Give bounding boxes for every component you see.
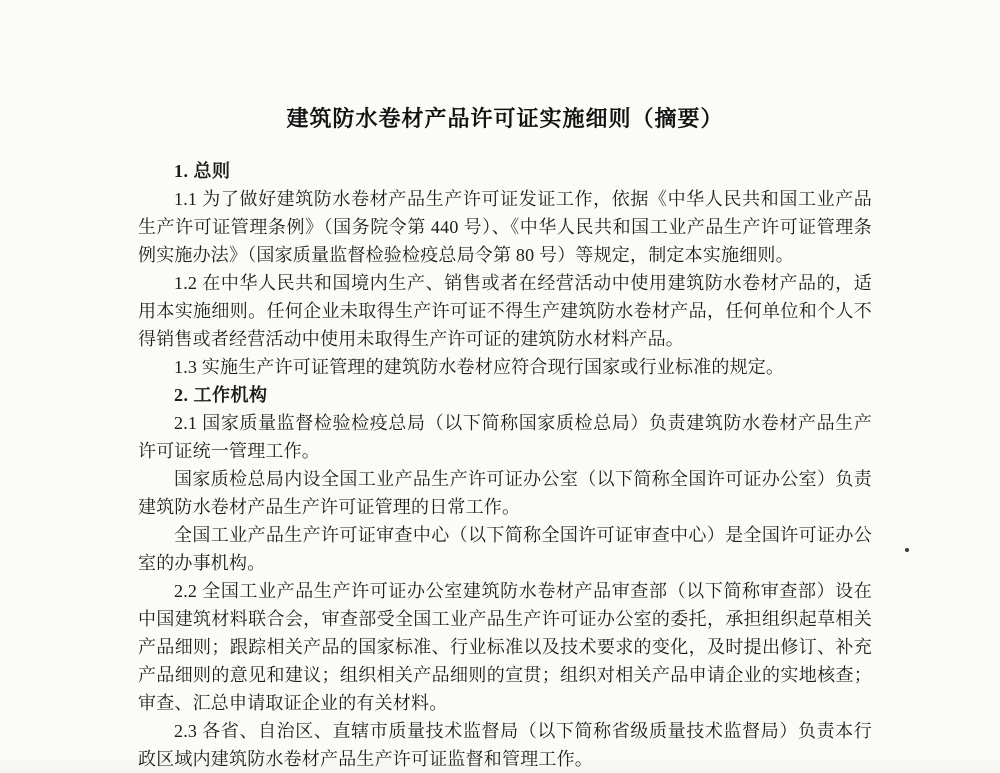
paragraph-1-1: 1.1 为了做好建筑防水卷材产品生产许可证发证工作，依据《中华人民共和国工业产品生产许可证管理条例》（国务院令第 440 号）、《中华人民共和国工业产品生产许可证管理条例实施办法》（国家质量监督检验检疫总局令第 80 号）等规定，制定本实施细则。 (138, 189, 872, 265)
section-heading-general: 1. 总则 (174, 161, 231, 181)
paragraph-2-3: 2.3 各省、自治区、直辖市质量技术监督局（以下简称省级质量技术监督局）负责本行政区域内建筑防水卷材产品生产许可证监督和管理工作。 (138, 721, 872, 769)
paragraph-2-1b: 国家质检总局内设全国工业产品生产许可证办公室（以下简称全国许可证办公室）负责建筑防水卷材产品生产许可证管理的日常工作。 (138, 469, 872, 517)
paragraph-1-3: 1.3 实施生产许可证管理的建筑防水卷材应符合现行国家或行业标准的规定。 (174, 357, 785, 377)
document-content (138, 102, 872, 773)
paragraph-2-2: 2.2 全国工业产品生产许可证办公室建筑防水卷材产品审查部（以下简称审查部）设在中国建筑材料联合会，审查部受全国工业产品生产许可证办公室的委托，承担组织起草相关产品细则；跟踪相关产品的国家标准、行业标准以及技术要求的变化，及时提出修订、补充产品细则的意见和建议；组织相关产品细则的宣贯；组织对相关产品申请企业的实地核查；审查、汇总申请取证企业的有关材料。 (138, 581, 872, 713)
paragraph-2-1: 2.1 国家质量监督检验检疫总局（以下简称国家质检总局）负责建筑防水卷材产品生产许可证统一管理工作。 (138, 413, 872, 461)
scan-speck-artifact (905, 548, 909, 552)
paragraph-2-1c: 全国工业产品生产许可证审查中心（以下简称全国许可证审查中心）是全国许可证办公室的办事机构。 (138, 525, 872, 573)
section-heading-work-organs: 2. 工作机构 (174, 385, 268, 405)
document-title: 建筑防水卷材产品许可证实施细则（摘要） (286, 106, 724, 131)
paragraph-1-2: 1.2 在中华人民共和国境内生产、销售或者在经营活动中使用建筑防水卷材产品的，适用本实施细则。任何企业未取得生产许可证不得生产建筑防水卷材产品，任何单位和个人不得销售或者经营活动中使用未取得生产许可证的建筑防水材料产品。 (138, 273, 872, 349)
